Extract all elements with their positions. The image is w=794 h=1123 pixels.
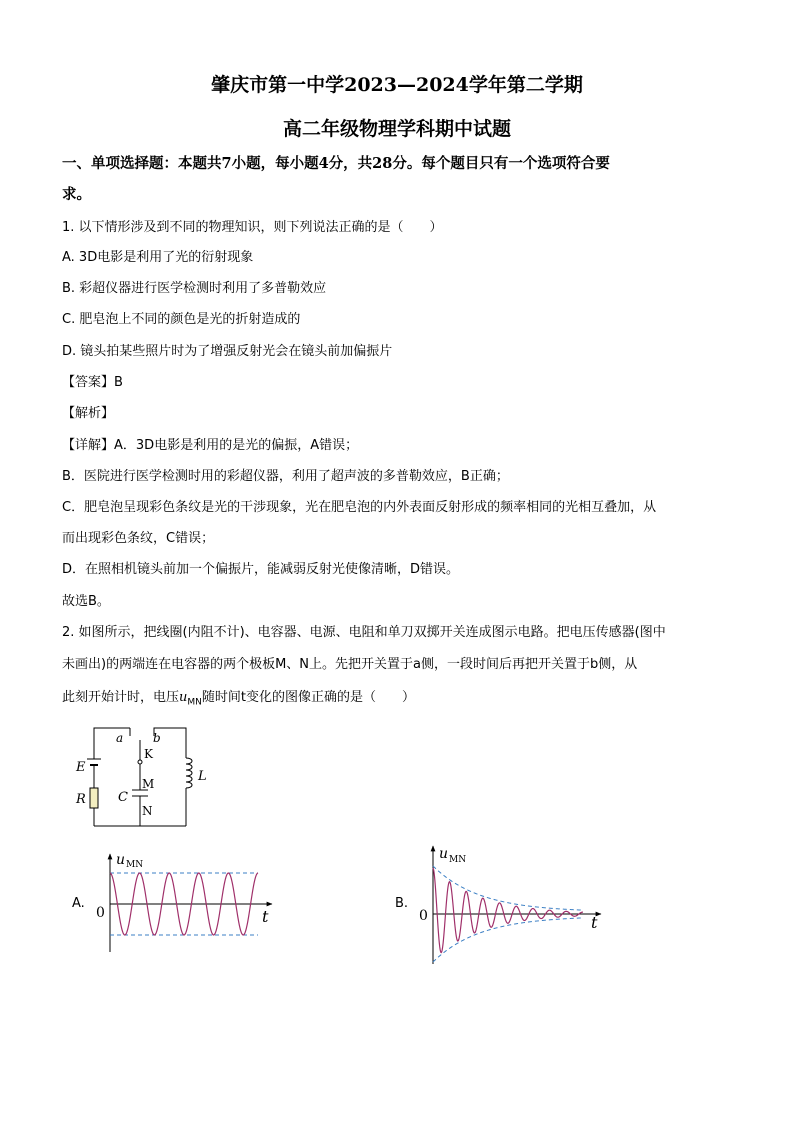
graph-b-origin: 0 xyxy=(419,908,428,924)
q1-detail-c-cont: 而出现彩色条纹，C错误； xyxy=(62,531,215,546)
graph-b-ylabel: u xyxy=(439,846,449,862)
detail-tag: 【详解】 xyxy=(62,438,115,453)
answer-tag: 【答案】 xyxy=(62,375,115,390)
graph-a-option: A. xyxy=(72,896,85,911)
q1-option-a: A. 3D电影是利用了光的衍射现象 xyxy=(62,250,254,265)
graph-b-envelope-top xyxy=(433,866,583,910)
exam-title: 肇庆市第一中学2023—2024学年第二学期 xyxy=(211,74,583,96)
graph-b-xlabel: t xyxy=(591,913,598,932)
q1-detail-d: D．在照相机镜头前加一个偏振片，能减弱反射光使像清晰，D错误。 xyxy=(62,562,460,577)
label-M: M xyxy=(142,777,155,791)
q1-analysis-tag: 【解析】 xyxy=(62,406,115,421)
q1-conclusion: 故选B。 xyxy=(62,594,110,609)
label-b: b xyxy=(153,731,161,745)
graph-b-option: B. xyxy=(395,896,409,911)
graph-a-xlabel: t xyxy=(262,907,269,926)
exam-subtitle: 高二年级物理学科期中试题 xyxy=(282,118,511,140)
label-R: R xyxy=(76,792,86,807)
graph-a-ylabel: u xyxy=(116,852,126,868)
q1-detail-c: C．肥皂泡呈现彩色条纹是光的干涉现象，光在肥皂泡的内外表面反射形成的频率相同的光相互叠加，从 xyxy=(62,500,657,515)
section-heading-cont: 求。 xyxy=(62,186,91,203)
q2-stem-line1: 2. 如图所示，把线圈(内阻不计)、电容器、电源、电阻和单刀双掷开关连成图示电路。把电压传感器(图中 xyxy=(62,625,666,640)
label-C: C xyxy=(118,790,128,805)
q1-detail-b: B．医院进行医学检测时用的彩超仪器，利用了超声波的多普勒效应，B正确； xyxy=(62,469,509,484)
u-variable: u xyxy=(179,690,188,705)
graph-a xyxy=(90,848,290,958)
q1-option-b: B. 彩超仪器进行医学检测时利用了多普勒效应 xyxy=(62,281,327,296)
label-E: E xyxy=(76,760,86,775)
graph-b xyxy=(415,842,615,967)
graph-a-ylabel-sub: MN xyxy=(126,860,144,870)
graph-b-ylabel-sub: MN xyxy=(449,855,467,865)
circuit-diagram xyxy=(70,722,220,832)
q2-stem-line3: 此刻开始计时，电压$u_{MN}$随时间t变化的图像正确的是（ ） xyxy=(62,690,415,708)
q1-answer xyxy=(62,371,123,390)
label-a: a xyxy=(116,731,124,745)
q1-detail-a xyxy=(62,434,358,453)
q1-option-c: C. 肥皂泡上不同的颜色是光的折射造成的 xyxy=(62,312,301,327)
graph-b-curve xyxy=(433,868,583,953)
label-K: K xyxy=(144,747,153,761)
detail-a-text: A．3D电影是利用的是光的偏振，A错误； xyxy=(114,438,359,453)
graph-b-envelope-bottom xyxy=(433,918,583,962)
answer-value: B xyxy=(114,375,123,390)
graph-a-origin: 0 xyxy=(96,905,105,921)
q2-stem-line2: 未画出)的两端连在电容器的两个极板M、N上。先把开关置于a侧，一段时间后再把开关置于b侧，从 xyxy=(62,657,638,672)
section-heading: 一、单项选择题：本题共7小题，每小题4分，共28分。每个题目只有一个选项符合要 xyxy=(62,155,610,172)
label-L: L xyxy=(198,769,207,784)
q1-option-d: D. 镜头拍某些照片时为了增强反射光会在镜头前加偏振片 xyxy=(62,344,393,359)
u-subscript: MN xyxy=(187,697,202,708)
label-N: N xyxy=(142,804,153,818)
q1-stem: 1. 以下情形涉及到不同的物理知识，则下列说法正确的是（ ） xyxy=(62,220,443,235)
